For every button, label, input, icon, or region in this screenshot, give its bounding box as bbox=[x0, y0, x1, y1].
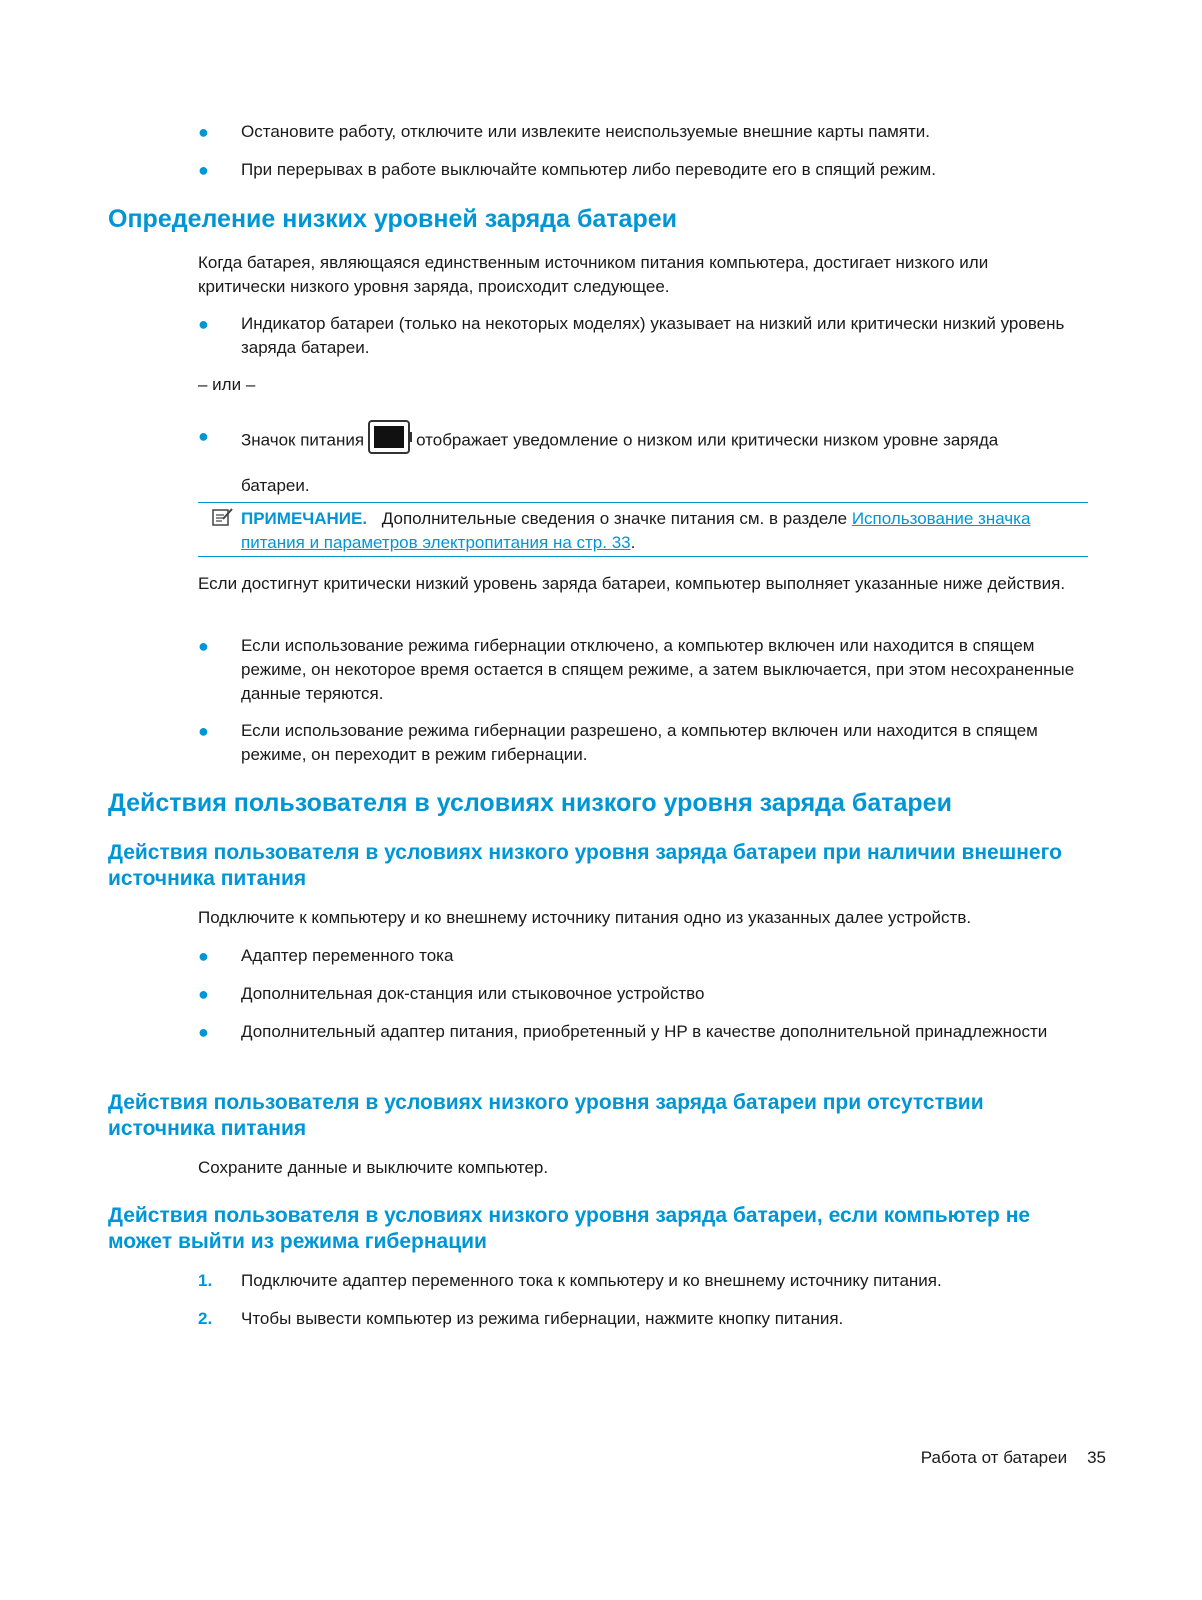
page-footer bbox=[901, 1446, 1106, 1470]
section-heading: Действия пользователя в условиях низкого уровня заряда батареи bbox=[108, 789, 952, 817]
paragraph: Когда батарея, являющаяся единственным источником питания компьютера, достигает низкого или критически низкого уровня заряда, происходит следующее. bbox=[198, 253, 989, 296]
section-heading: Определение низких уровней заряда батареи bbox=[108, 205, 677, 233]
list-item bbox=[198, 424, 1078, 495]
list-item bbox=[198, 982, 1078, 1006]
bullet-text: При перерывах в работе выключайте компьютер либо переводите его в спящий режим. bbox=[241, 160, 936, 179]
list-item bbox=[198, 120, 1078, 144]
list-item bbox=[198, 634, 1078, 706]
numbered-step bbox=[198, 1269, 1078, 1293]
battery-icon bbox=[368, 420, 412, 454]
bullet-dot-icon: ● bbox=[198, 1022, 209, 1042]
subsection-heading: Действия пользователя в условиях низкого уровня заряда батареи при отсутствии источника питания bbox=[108, 1091, 984, 1140]
list-item bbox=[198, 312, 1078, 360]
note-body: Дополнительные сведения о значке питания см. в разделе bbox=[381, 509, 848, 528]
bullet-text: Адаптер переменного тока bbox=[241, 946, 454, 965]
bullet-text bbox=[241, 424, 1078, 498]
bullet-text: Индикатор батареи (только на некоторых моделях) указывает на низкий или критически низкий уровень заряда батареи. bbox=[241, 314, 1065, 357]
step-text: Подключите адаптер переменного тока к компьютеру и ко внешнему источнику питания. bbox=[241, 1271, 942, 1290]
bullet-text-before: Значок питания bbox=[241, 430, 365, 450]
list-item bbox=[198, 719, 1078, 767]
note-pencil-icon bbox=[212, 507, 234, 527]
bullet-text: Дополнительная док-станция или стыковочное устройство bbox=[241, 984, 705, 1003]
bullet-text: Если использование режима гибернации отключено, а компьютер включен или находится в спящем режиме, он некоторое время остается в спящем режиме, а затем выключается, при этом несохраненные данные теряются. bbox=[241, 636, 1075, 703]
bullet-dot-icon: ● bbox=[198, 314, 209, 334]
bullet-dot-icon: ● bbox=[198, 160, 209, 180]
note-end: . bbox=[630, 533, 636, 552]
bullet-text-cont: батареи. bbox=[241, 476, 310, 495]
bullet-dot-icon: ● bbox=[198, 946, 209, 966]
list-item bbox=[198, 1020, 1078, 1068]
subsection-heading: Действия пользователя в условиях низкого уровня заряда батареи при наличии внешнего источника питания bbox=[108, 841, 1062, 890]
bullet-dot-icon: ● bbox=[198, 426, 209, 446]
bullet-text: Дополнительный адаптер питания, приобретенный у HP в качестве дополнительной принадлежности bbox=[241, 1022, 1048, 1041]
bullet-dot-icon: ● bbox=[198, 122, 209, 142]
bullet-text: Если использование режима гибернации разрешено, а компьютер включен или находится в спящем режиме, он переходит в режим гибернации. bbox=[241, 721, 1038, 764]
step-number: 1. bbox=[198, 1271, 213, 1290]
page-number: 35 bbox=[1087, 1448, 1106, 1467]
list-item bbox=[198, 158, 1078, 182]
step-text: Чтобы вывести компьютер из режима гибернации, нажмите кнопку питания. bbox=[241, 1309, 844, 1328]
paragraph: Сохраните данные и выключите компьютер. bbox=[198, 1158, 549, 1177]
note-box bbox=[198, 502, 1088, 557]
list-item bbox=[198, 944, 1078, 968]
bullet-dot-icon: ● bbox=[198, 984, 209, 1004]
bullet-text-after: отображает уведомление о низком или критически низком уровне заряда bbox=[416, 430, 999, 450]
numbered-step bbox=[198, 1307, 1078, 1331]
bullet-dot-icon: ● bbox=[198, 721, 209, 741]
bullet-text: Остановите работу, отключите или извлеките неиспользуемые внешние карты памяти. bbox=[241, 122, 930, 141]
paragraph: Если достигнут критически низкий уровень заряда батареи, компьютер выполняет указанные ниже действия. bbox=[198, 574, 1066, 593]
subsection-heading: Действия пользователя в условиях низкого уровня заряда батареи, если компьютер не может выйти из режима гибернации bbox=[108, 1204, 1031, 1253]
bullet-dot-icon: ● bbox=[198, 636, 209, 656]
paragraph: Подключите к компьютеру и ко внешнему источнику питания одно из указанных далее устройств. bbox=[198, 908, 972, 927]
or-separator: – или – bbox=[198, 375, 256, 394]
note-text bbox=[241, 507, 1088, 555]
note-label: ПРИМЕЧАНИЕ. bbox=[241, 509, 368, 528]
footer-section-title: Работа от батареи bbox=[920, 1448, 1068, 1467]
step-number: 2. bbox=[198, 1309, 213, 1328]
cross-reference-link[interactable]: Использование значка питания и параметров электропитания на стр. 33 bbox=[241, 509, 1031, 552]
